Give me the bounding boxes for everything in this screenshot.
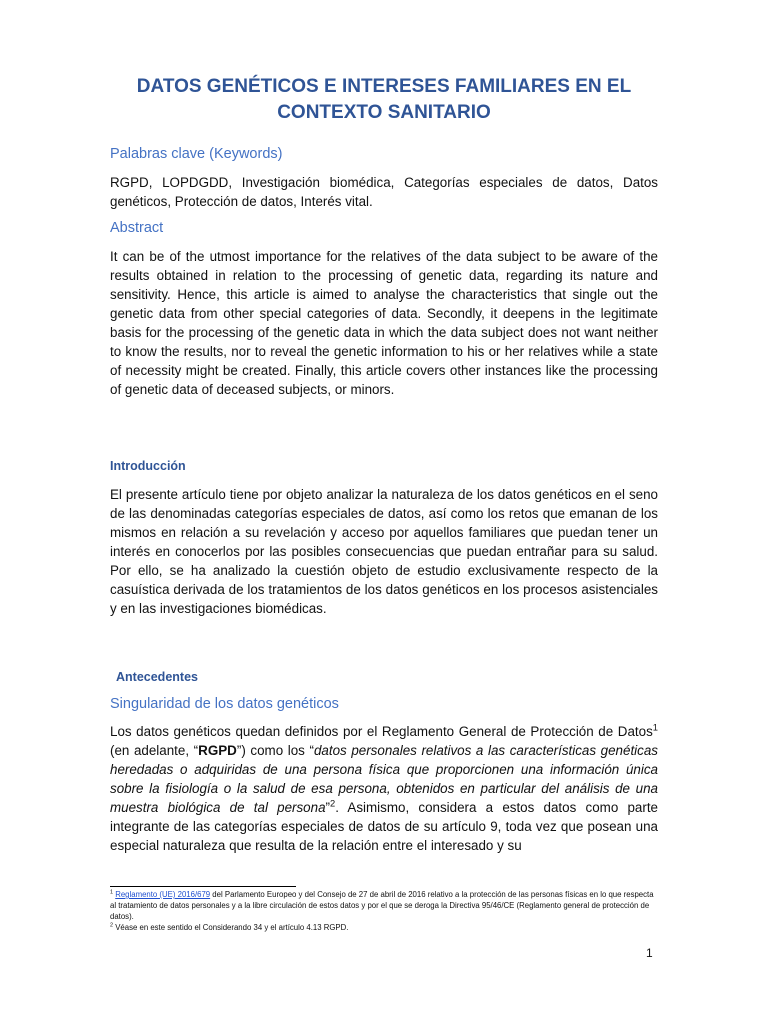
page-number: 1 xyxy=(646,946,653,960)
rgpd-abbreviation: RGPD xyxy=(198,743,237,758)
abstract-heading: Abstract xyxy=(110,220,164,236)
footnote-separator xyxy=(110,886,296,887)
footnote-ref-2[interactable]: 2 xyxy=(330,798,336,809)
footnote-ref-1[interactable]: 1 xyxy=(652,722,658,733)
footnote-2: $^2$ Véase en este sentido el Considerando 34 y el artículo 4.13 RGPD. xyxy=(110,922,349,932)
keywords-text: RGPD, LOPDGDD, Investigación biomédica, Categorías especiales de datos, Datos genéticos, Protección de datos, Interés vital. xyxy=(110,175,658,209)
footnote-1: $^1$ Reglamento (UE) 2016/679 del Parlamento Europeo y del Consejo de 27 de abril de 2016 relativo a la protección de las personas físicas en lo que respecta al tratamiento de datos personales y a la libre circulación de estos datos y por el que se deroga la Directiva 95/46/CE (Reglamento general de protección de datos). xyxy=(110,889,654,921)
document-title: DATOS GENÉTICOS E INTERESES FAMILIARES EN EL CONTEXTO SANITARIO xyxy=(136,76,632,123)
footnotes xyxy=(110,889,658,933)
introduction-text: El presente artículo tiene por objeto analizar la naturaleza de los datos genéticos en el seno de las denominadas categorías especiales de datos, así como los retos que emanan de los mismos en relación a su revelación y acceso por aquellos familiares que puedan tener un interés en conocerlos por las posibles consecuencias que puedan entrañar para su salud. Por ello, se ha analizado la cuestión objeto de estudio exclusivamente respecto de la casuística derivada de los tratamientos de los datos genéticos en los procesos asistenciales y en las investigaciones biomédicas. xyxy=(110,487,658,616)
abstract-text: It can be of the utmost importance for the relatives of the data subject to be aware of the results obtained in relation to the processing of genetic data, regarding its nature and sensitivity. Hence, this article is aimed to analyse the characteristics that single out the genetic data from other special categories of data. Secondly, it deepens in the legitimate basis for the processing of the genetic data in which the data subject does not want neither to know the results, nor to reveal the genetic information to his or her relatives while a state of necessity might be created. Finally, this article covers other instances like the processing of genetic data of deceased subjects, or minors. xyxy=(110,249,658,397)
background-heading: Antecedentes xyxy=(116,670,198,684)
singularity-text: Los datos genéticos quedan definidos por el Reglamento General de Protección de Datos$^1$ (en adelante, “RGPD”) como los “datos personales relativos a las características genéticas heredadas o adquiridas de una persona física que proporcionen una información única sobre la fisiología o la salud de esa persona, obtenidos en particular del análisis de una muestra biológica de tal persona”$^2$. Asimismo, considera a estos datos como parte integrante de las categorías especiales de datos de su artículo 9, toda vez que posean una especial naturaleza que resulta de la relación entre el interesado y su xyxy=(110,722,658,853)
keywords-heading: Palabras clave (Keywords) xyxy=(110,146,283,162)
definition-quote: datos personales relativos a las características genéticas heredadas o adquiridas de una persona física que proporcionen una información única sobre la fisiología o la salud de esa persona, obtenidos en particular del análisis de una muestra biológica de tal persona xyxy=(110,743,658,815)
regulation-link[interactable]: Reglamento (UE) 2016/679 xyxy=(115,890,211,899)
introduction-heading: Introducción xyxy=(110,459,186,473)
singularity-heading: Singularidad de los datos genéticos xyxy=(110,696,339,712)
